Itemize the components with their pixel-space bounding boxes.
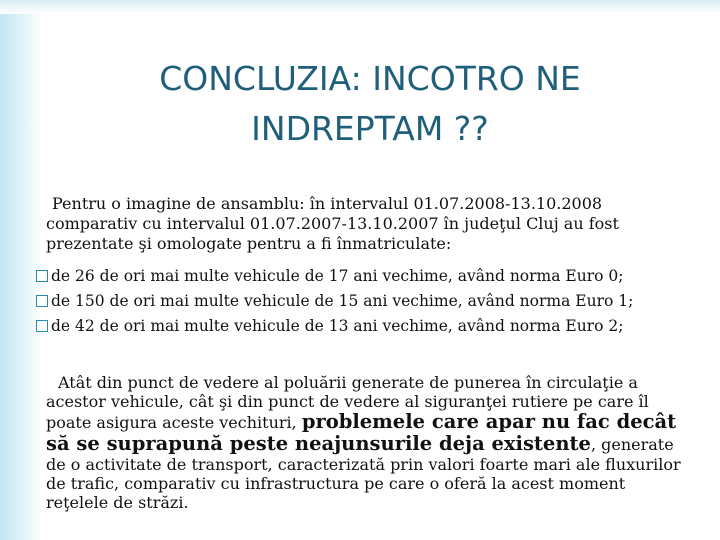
intro-paragraph: Pentru o imagine de ansamblu: în intervalul 01.07.2008-13.10.2008 comparativ cu intervalul 01.07.2007-13.10.2007 în judeţul Cluj au fost prezentate şi omologate pentru a fi înmatriculate: (46, 194, 619, 253)
bullet-list (36, 264, 696, 339)
slide-title (60, 54, 680, 154)
conclusion-emphasis: problemele care apar nu fac decât să se suprapună peste neajunsurile deja existente (46, 410, 677, 455)
conclusion-text-end: , generate de o activitate de transport, caracterizată prin valori foarte mari ale fluxurilor de trafic, comparativ cu infrastructura pe care o oferă la acest moment reţelele de străzi. (46, 435, 681, 512)
conclusion-text-start: Atât din punct de vedere al poluării generate de punerea în circulaţie a acestor vehicule, cât şi din punct de vedere al siguranţei rutiere pe care îl poate asigura aceste vechituri, (46, 373, 649, 432)
decorative-top-band (0, 0, 720, 14)
bullet-item (36, 264, 696, 289)
conclusion-paragraph (46, 373, 686, 512)
title-line-2: INDREPTAM ?? (251, 109, 489, 149)
square-bullet-icon (36, 320, 48, 332)
square-bullet-icon (36, 270, 48, 282)
bullet-text: de 150 de ori mai multe vehicule de 15 ani vechime, având norma Euro 1; (51, 292, 634, 310)
square-bullet-icon (36, 295, 48, 307)
bullet-item (36, 314, 696, 339)
bullet-text: de 42 de ori mai multe vehicule de 13 ani vechime, având norma Euro 2; (51, 317, 624, 335)
title-line-1: CONCLUZIA: INCOTRO NE (159, 59, 581, 99)
bullet-item (36, 289, 696, 314)
bullet-text: de 26 de ori mai multe vehicule de 17 ani vechime, având norma Euro 0; (51, 267, 624, 285)
